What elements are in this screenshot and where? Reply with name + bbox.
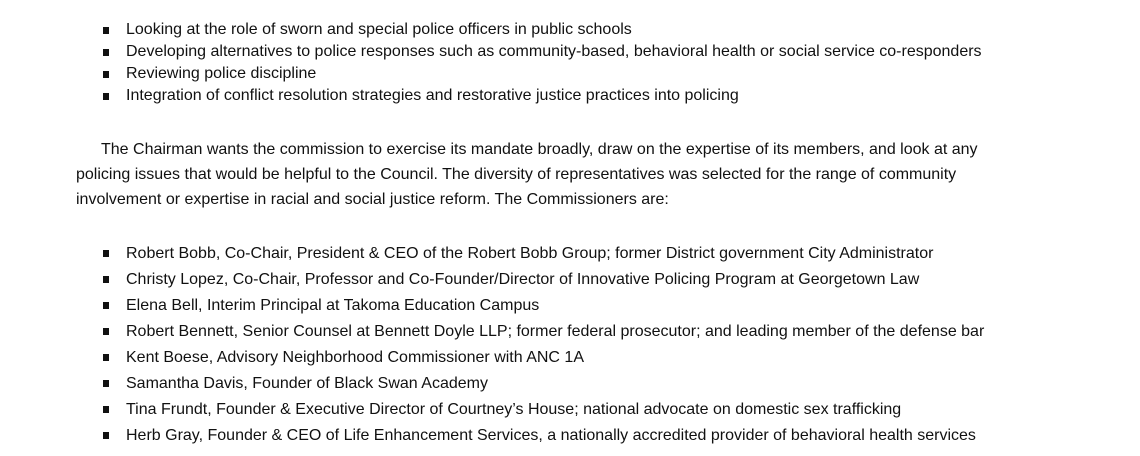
commissioners-list <box>100 241 1130 449</box>
square-bullet-icon <box>103 27 109 34</box>
list-item <box>100 371 1130 397</box>
list-item <box>100 241 1130 267</box>
list-item-text: Elena Bell, Interim Principal at Takoma Education Campus <box>126 297 540 314</box>
list-item-text: Looking at the role of sworn and special police officers in public schools <box>126 21 632 38</box>
list-item <box>100 19 1130 41</box>
list-item <box>100 345 1130 371</box>
list-item <box>100 267 1130 293</box>
square-bullet-icon <box>103 302 109 309</box>
square-bullet-icon <box>103 354 109 361</box>
list-item-text: Tina Frundt, Founder & Executive Director of Courtney’s House; national advocate on domestic sex trafficking <box>126 401 902 418</box>
list-item-text: Christy Lopez, Co-Chair, Professor and Co-Founder/Director of Innovative Policing Program at Georgetown Law <box>126 271 920 288</box>
list-item-text: Integration of conflict resolution strategies and restorative justice practices into policing <box>126 87 739 104</box>
list-item <box>100 63 1130 85</box>
list-item-text: Herb Gray, Founder & CEO of Life Enhancement Services, a nationally accredited provider of behavioral health services <box>126 427 976 444</box>
square-bullet-icon <box>103 406 109 413</box>
list-item <box>100 41 1130 63</box>
square-bullet-icon <box>103 93 109 100</box>
list-item <box>100 397 1130 423</box>
square-bullet-icon <box>103 71 109 78</box>
square-bullet-icon <box>103 328 109 335</box>
square-bullet-icon <box>103 250 109 257</box>
paragraph-line: policing issues that would be helpful to the Council. The diversity of representatives was selected for the range of community <box>76 166 957 183</box>
paragraph-line: involvement or expertise in racial and social justice reform. The Commissioners are: <box>76 191 669 208</box>
body-paragraph <box>76 137 1076 212</box>
list-item-text: Robert Bennett, Senior Counsel at Bennett Doyle LLP; former federal prosecutor; and leading member of the defense bar <box>126 323 985 340</box>
list-item <box>100 293 1130 319</box>
list-item-text: Robert Bobb, Co-Chair, President & CEO of the Robert Bobb Group; former District government City Administrator <box>126 245 934 262</box>
list-item <box>100 319 1130 345</box>
list-item <box>100 85 1130 107</box>
list-item-text: Kent Boese, Advisory Neighborhood Commissioner with ANC 1A <box>126 349 584 366</box>
focus-areas-list <box>100 19 1130 107</box>
square-bullet-icon <box>103 49 109 56</box>
square-bullet-icon <box>103 380 109 387</box>
paragraph-line: The Chairman wants the commission to exercise its mandate broadly, draw on the expertise of its members, and look at any <box>101 141 978 158</box>
square-bullet-icon <box>103 432 109 439</box>
list-item-text: Samantha Davis, Founder of Black Swan Academy <box>126 375 488 392</box>
square-bullet-icon <box>103 276 109 283</box>
list-item <box>100 423 1130 449</box>
list-item-text: Reviewing police discipline <box>126 65 317 82</box>
list-item-text: Developing alternatives to police responses such as community-based, behavioral health or social service co-responders <box>126 43 982 60</box>
